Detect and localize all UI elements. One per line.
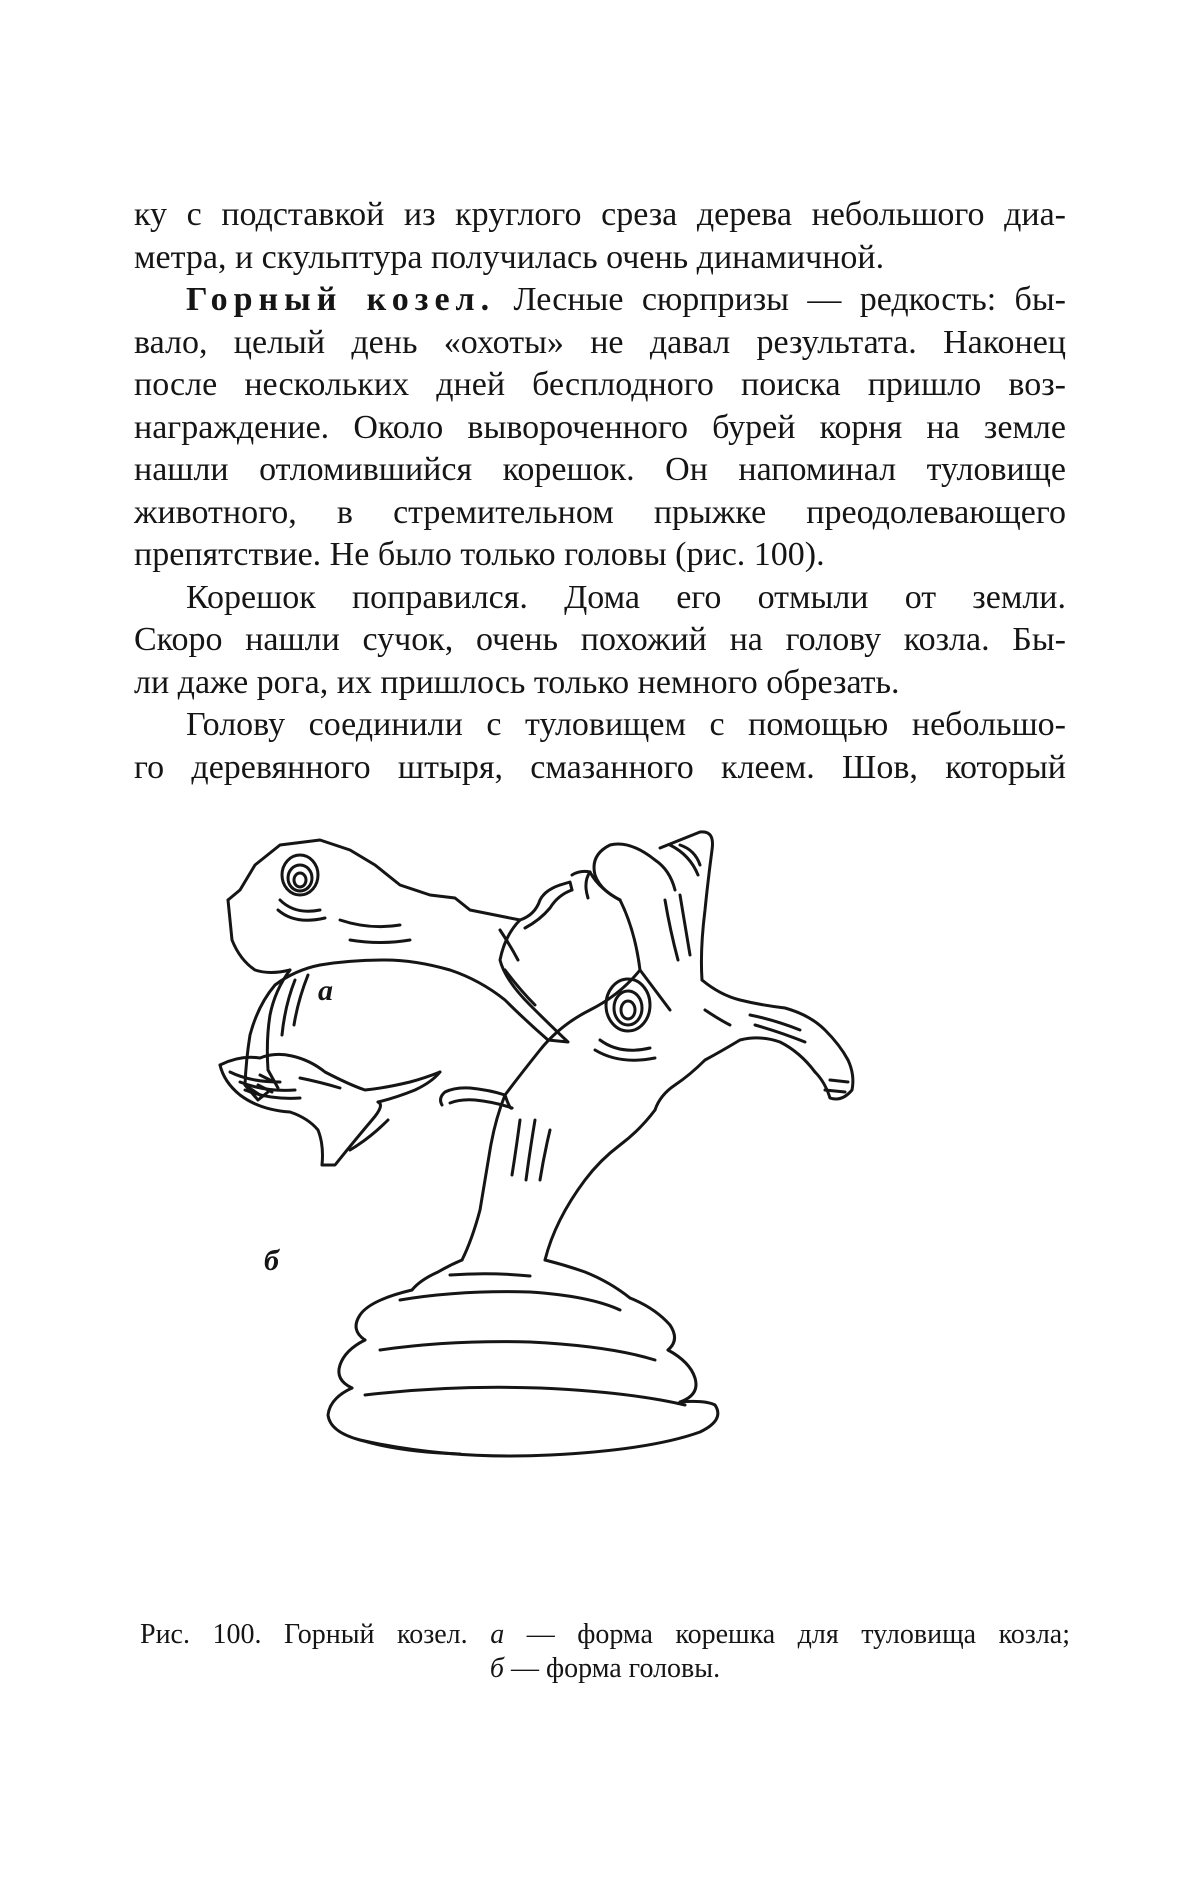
caption-text-b: — форма головы. (510, 1653, 721, 1684)
text-line: Голову соединили с туловищем с помощью небольшо- (186, 706, 1066, 743)
caption-line-1 (140, 1618, 1070, 1652)
text-line: после нескольких дней бесплодного поиска пришло воз- (134, 366, 1066, 403)
text-line: ку с подставкой из круглого среза дерева небольшого диа- (134, 196, 1066, 233)
figure-caption (140, 1618, 1070, 1686)
assembled-goat-sketch (328, 832, 853, 1456)
goat-sculpture-drawing (200, 820, 1080, 1590)
text-line-fragment: Лесные сюрпризы — редкость: бы- (513, 281, 1066, 318)
caption-text-a: — форма корешка для туловища козла; (526, 1619, 1071, 1650)
text-line: награждение. Около вывороченного бурей корня на земле (134, 408, 1066, 446)
paragraph-start (134, 279, 1066, 322)
figure-label-b: б (264, 1244, 279, 1277)
text-line: вало, целый день «охоты» не давал результата. Наконец (134, 323, 1066, 361)
text-line: метра, и скульптура получилась очень динамичной. (134, 238, 885, 276)
text-line: нашли отломившийся корешок. Он напоминал туловище (134, 451, 1066, 488)
text-line: препятствие. Не было только головы (рис. 100). (134, 536, 825, 573)
caption-prefix: Рис. 100. Горный козел. (140, 1619, 468, 1650)
text-line: Скоро нашли сучок, очень похожий на голову козла. Бы- (134, 621, 1066, 658)
head-sketch-b (220, 1054, 440, 1165)
figure-illustration (200, 820, 1080, 1590)
caption-letter-a: а (490, 1619, 505, 1650)
caption-letter-b: б (489, 1653, 504, 1684)
text-line: животного, в стремительном прыжке преодолевающего (134, 493, 1066, 531)
figure-label-a: а (318, 974, 333, 1007)
text-line: го деревянного штыря, смазанного клеем. Шов, который (134, 748, 1066, 786)
body-text (134, 194, 1066, 789)
root-body-sketch-a (228, 840, 572, 1100)
section-heading: Горный козел. (186, 281, 496, 318)
caption-line-2 (140, 1652, 1070, 1686)
text-line: ли даже рога, их пришлось только немного обрезать. (134, 663, 900, 701)
text-line: Корешок поправился. Дома его отмыли от земли. (186, 578, 1066, 616)
